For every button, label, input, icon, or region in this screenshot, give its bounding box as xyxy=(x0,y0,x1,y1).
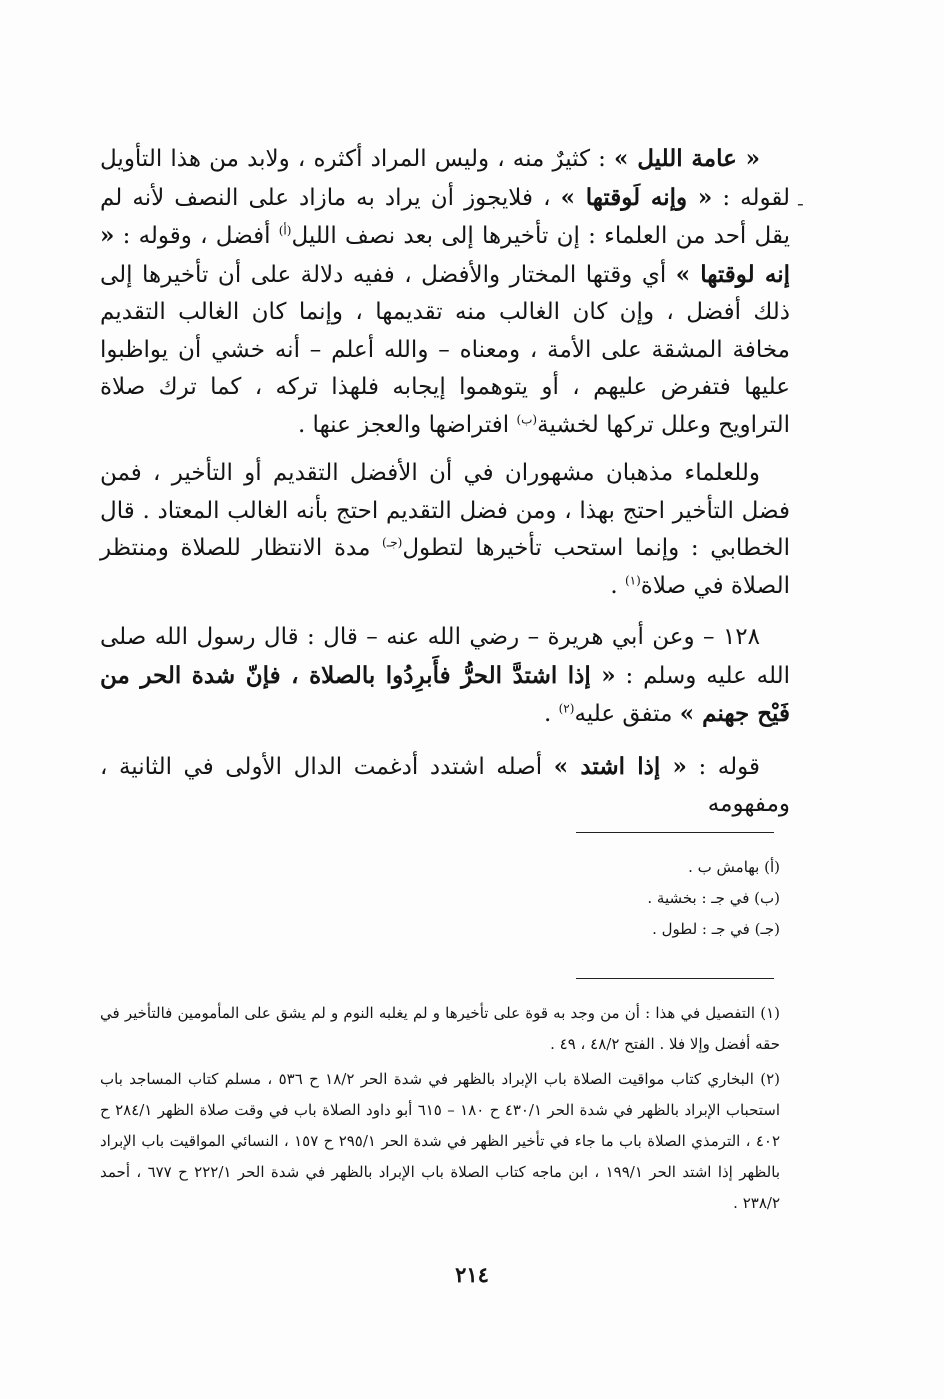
margin-dash: - xyxy=(797,191,804,215)
separator-rule xyxy=(576,978,774,979)
footnote-marker: (١) xyxy=(624,572,641,587)
page-number: ٢١٤ xyxy=(455,1262,489,1287)
paragraph-2 xyxy=(100,455,790,605)
footnote-marker: (٢) xyxy=(558,701,575,716)
text-run: ١٢٨ – وعن أبي هريرة – رضي الله عنه – قال : قال رسول الله صلى الله عليه وسلم : xyxy=(100,624,790,689)
text-run: افتراضها والعجز عنها . xyxy=(297,411,517,438)
text-run: . xyxy=(610,572,625,599)
quoted-phrase: « عامة الليل » xyxy=(614,145,761,172)
text-run: قوله : xyxy=(686,753,760,780)
text-run: وللعلماء مذهبان مشهوران في أن الأفضل التقديم أو التأخير ، فمن فضل التأخير احتج بهذا ، ومن فضل التقديم احتج بأنه الغالب المعتاد . قال الخطابي : وإنما استحب تأخيرها لتطول xyxy=(100,460,790,561)
text-run: مدة الانتظار للصلاة ومنتظر الصلاة في صلاة xyxy=(100,535,790,599)
separator-rule xyxy=(576,832,774,833)
text-run: : كثيرٌ منه ، وليس المراد أكثره ، ولابد من هذا التأويل لقوله : xyxy=(100,146,791,211)
note-marker: (ب) xyxy=(516,411,538,426)
footnotes xyxy=(100,998,780,1223)
text-run: . xyxy=(543,701,559,727)
variant-note: (ب) في جـ : بخشية . xyxy=(647,889,780,907)
note-marker: (جـ) xyxy=(382,535,403,550)
paragraph-4 xyxy=(100,748,790,824)
quoted-phrase: « إذا اشتد » xyxy=(553,752,687,780)
text-run: أي وقتها المختار والأفضل ، ففيه دلالة على أن تأخيرها إلى ذلك أفضل ، وإن كان الغالب منه تقديمها ، وإنما كان الغالب التقديم مخافة المشقة على الأمة ، ومعناه – والله أعلم – أنه خشي أن يواظبوا عليها فتفرض عليهم ، أو يتوهموا إيجابه فلهذا تركه ، كما ترك صلاة التراويح وعلل تركها لخشية xyxy=(100,261,790,438)
text-run: أفضل ، وقوله : xyxy=(114,223,279,249)
variant-note: (أ) بهامش ب . xyxy=(688,858,780,876)
text-run: ، فلايجوز أن يراد به مازاد على النصف لأنه لم يقل أحد من العلماء : إن تأخيرها إلى بعد نصف الليل xyxy=(100,184,790,249)
variant-note: (جـ) في جـ : لطول . xyxy=(652,920,780,938)
text-run: أصله اشتدد أدغمت الدال الأولى في الثانية ، ومفهومه xyxy=(100,753,790,817)
footnote: (١) التفصيل في هذا : أن من وجد به قوة على تأخيرها و لم يغلبه النوم و لم يشق على المأمومين فالتأخير في حقه أفضل وإلا فلا . الفتح ٤٨/٢ ، ٤٩ . xyxy=(100,1004,780,1053)
hadith-quote: « إذا اشتدَّ الحرُّ فأَبرِدُوا بالصلاة ، فإنّ شدة الحر من فَيْح جهنم » xyxy=(100,661,790,727)
quoted-phrase: « وإنه لَوقتها » xyxy=(560,183,713,211)
hadith-128 xyxy=(100,619,790,734)
note-marker: (أ) xyxy=(278,223,292,238)
text-run: متفق عليه xyxy=(574,701,680,727)
variant-notes xyxy=(100,852,780,945)
footnote: (٢) البخاري كتاب مواقيت الصلاة باب الإبراد بالظهر في شدة الحر ١٨/٢ ح ٥٣٦ ، مسلم كتاب المساجد باب استحباب الإبراد بالظهر في شدة الحر ٤٣٠/١ ح ١٨٠ – ٦١٥ أبو داود الصلاة باب في وقت صلاة الظهر ٢٨٤/١ ح ٤٠٢ ، الترمذي الصلاة باب ما جاء في تأخير الظهر في شدة الحر ٢٩٥/١ ح ١٥٧ ، النسائي المواقيت باب الإبراد بالظهر إذا اشتد الحر ١٩٩/١ ، ابن ماجه كتاب الصلاة باب الإبراد بالظهر في شدة الحر ٢٢٢/١ ح ٦٧٧ ، أحمد ٢٣٨/٢ . xyxy=(100,1070,781,1212)
main-text xyxy=(100,140,790,835)
paragraph-1 xyxy=(100,140,790,444)
quoted-phrase: « إنه لوقتها » xyxy=(100,222,790,288)
